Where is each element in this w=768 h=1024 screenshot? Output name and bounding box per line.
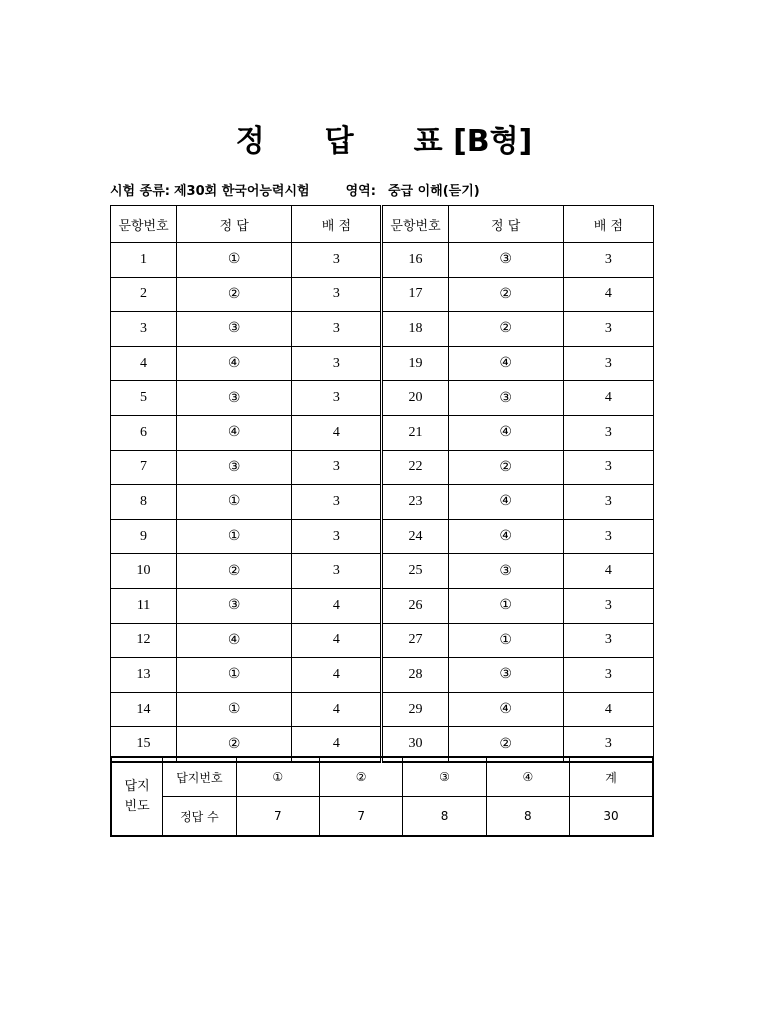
answer-cell: ① bbox=[448, 623, 563, 658]
question-number: 6 bbox=[111, 415, 177, 450]
freq-option-4: ④ bbox=[486, 757, 569, 797]
points-cell: 4 bbox=[292, 415, 382, 450]
answer-cell: ④ bbox=[177, 346, 292, 381]
answer-table bbox=[110, 205, 654, 763]
answer-cell: ② bbox=[448, 277, 563, 312]
points-cell: 4 bbox=[292, 588, 382, 623]
points-cell: 3 bbox=[563, 485, 653, 520]
title-word-3: 표 bbox=[413, 124, 443, 159]
points-cell: 3 bbox=[292, 243, 382, 278]
question-number: 23 bbox=[382, 485, 448, 520]
exam-type-value: 제30회 한국어능력시험 bbox=[173, 184, 310, 199]
question-number: 15 bbox=[111, 727, 177, 762]
question-number: 29 bbox=[382, 692, 448, 727]
points-cell: 4 bbox=[563, 381, 653, 416]
answer-row bbox=[111, 312, 654, 347]
points-cell: 3 bbox=[563, 243, 653, 278]
header-answer: 정 답 bbox=[177, 206, 292, 243]
answer-cell: ③ bbox=[177, 312, 292, 347]
answer-row bbox=[111, 554, 654, 589]
freq-row-options bbox=[111, 757, 653, 797]
answer-cell: ① bbox=[177, 485, 292, 520]
answer-cell: ④ bbox=[448, 485, 563, 520]
exam-info-line bbox=[110, 180, 670, 199]
title-word-2: 답 bbox=[324, 124, 354, 159]
question-number: 24 bbox=[382, 519, 448, 554]
answer-cell: ② bbox=[448, 312, 563, 347]
question-number: 20 bbox=[382, 381, 448, 416]
answer-cell: ② bbox=[448, 450, 563, 485]
points-cell: 4 bbox=[563, 277, 653, 312]
points-cell: 3 bbox=[563, 312, 653, 347]
points-cell: 4 bbox=[563, 554, 653, 589]
header-points: 배 점 bbox=[292, 206, 382, 243]
area-value: 중급 이해(듣기) bbox=[387, 184, 480, 199]
header-answer: 정 답 bbox=[448, 206, 563, 243]
answer-cell: ② bbox=[177, 554, 292, 589]
points-cell: 4 bbox=[292, 623, 382, 658]
points-cell: 3 bbox=[292, 346, 382, 381]
question-number: 21 bbox=[382, 415, 448, 450]
answer-cell: ③ bbox=[448, 554, 563, 589]
answer-row bbox=[111, 415, 654, 450]
points-cell: 3 bbox=[563, 623, 653, 658]
answer-cell: ② bbox=[448, 727, 563, 762]
question-number: 5 bbox=[111, 381, 177, 416]
points-cell: 4 bbox=[563, 692, 653, 727]
points-cell: 3 bbox=[292, 450, 382, 485]
header-question-number: 문항번호 bbox=[382, 206, 448, 243]
answer-cell: ① bbox=[177, 243, 292, 278]
answer-cell: ③ bbox=[177, 381, 292, 416]
points-cell: 3 bbox=[292, 485, 382, 520]
answer-row bbox=[111, 450, 654, 485]
freq-row-counts bbox=[111, 797, 653, 837]
question-number: 30 bbox=[382, 727, 448, 762]
points-cell: 3 bbox=[563, 415, 653, 450]
answer-frequency-table bbox=[110, 756, 654, 837]
title-form-type: [B형] bbox=[453, 124, 533, 159]
points-cell: 3 bbox=[563, 346, 653, 381]
header-question-number: 문항번호 bbox=[111, 206, 177, 243]
answer-row bbox=[111, 519, 654, 554]
answer-cell: ④ bbox=[448, 519, 563, 554]
answer-cell: ④ bbox=[448, 692, 563, 727]
freq-option-total: 계 bbox=[570, 757, 653, 797]
answer-cell: ④ bbox=[448, 415, 563, 450]
title-word-1: 정 bbox=[235, 124, 265, 159]
question-number: 4 bbox=[111, 346, 177, 381]
points-cell: 3 bbox=[292, 312, 382, 347]
freq-count-4: 8 bbox=[486, 797, 569, 837]
answer-row bbox=[111, 243, 654, 278]
freq-option-label: 답지번호 bbox=[163, 757, 236, 797]
question-number: 7 bbox=[111, 450, 177, 485]
freq-heading bbox=[111, 757, 163, 836]
question-number: 13 bbox=[111, 658, 177, 693]
header-points: 배 점 bbox=[563, 206, 653, 243]
question-number: 11 bbox=[111, 588, 177, 623]
answer-row bbox=[111, 381, 654, 416]
question-number: 1 bbox=[111, 243, 177, 278]
answer-cell: ④ bbox=[177, 415, 292, 450]
answer-cell: ① bbox=[448, 588, 563, 623]
answer-cell: ① bbox=[177, 658, 292, 693]
freq-count-total: 30 bbox=[570, 797, 653, 837]
answer-row bbox=[111, 692, 654, 727]
freq-option-1: ① bbox=[236, 757, 319, 797]
area-label: 영역: bbox=[345, 184, 376, 199]
answer-cell: ① bbox=[177, 692, 292, 727]
answer-cell: ② bbox=[177, 727, 292, 762]
freq-option-2: ② bbox=[319, 757, 402, 797]
points-cell: 4 bbox=[292, 658, 382, 693]
page-title bbox=[0, 116, 768, 160]
question-number: 22 bbox=[382, 450, 448, 485]
answer-row bbox=[111, 485, 654, 520]
answer-cell: ③ bbox=[448, 243, 563, 278]
question-number: 19 bbox=[382, 346, 448, 381]
question-number: 28 bbox=[382, 658, 448, 693]
points-cell: 3 bbox=[563, 658, 653, 693]
points-cell: 3 bbox=[563, 519, 653, 554]
question-number: 8 bbox=[111, 485, 177, 520]
points-cell: 3 bbox=[292, 381, 382, 416]
points-cell: 3 bbox=[292, 519, 382, 554]
answer-cell: ③ bbox=[177, 450, 292, 485]
question-number: 10 bbox=[111, 554, 177, 589]
question-number: 25 bbox=[382, 554, 448, 589]
points-cell: 3 bbox=[292, 554, 382, 589]
points-cell: 4 bbox=[292, 727, 382, 762]
answer-row bbox=[111, 588, 654, 623]
answer-cell: ④ bbox=[177, 623, 292, 658]
answer-cell: ④ bbox=[448, 346, 563, 381]
answer-row bbox=[111, 346, 654, 381]
freq-option-3: ③ bbox=[403, 757, 486, 797]
question-number: 3 bbox=[111, 312, 177, 347]
answer-cell: ① bbox=[177, 519, 292, 554]
question-number: 2 bbox=[111, 277, 177, 312]
answer-cell: ③ bbox=[448, 658, 563, 693]
answer-cell: ② bbox=[177, 277, 292, 312]
answer-cell: ③ bbox=[448, 381, 563, 416]
exam-type-label: 시험 종류: bbox=[110, 184, 170, 199]
question-number: 26 bbox=[382, 588, 448, 623]
answer-row bbox=[111, 658, 654, 693]
freq-count-1: 7 bbox=[236, 797, 319, 837]
question-number: 27 bbox=[382, 623, 448, 658]
question-number: 14 bbox=[111, 692, 177, 727]
freq-heading-line1: 답지 bbox=[124, 778, 150, 794]
question-number: 16 bbox=[382, 243, 448, 278]
question-number: 9 bbox=[111, 519, 177, 554]
answer-row bbox=[111, 623, 654, 658]
answer-table-header-row bbox=[111, 206, 654, 243]
freq-heading-line2: 빈도 bbox=[124, 798, 150, 814]
answer-cell: ③ bbox=[177, 588, 292, 623]
points-cell: 3 bbox=[563, 727, 653, 762]
freq-count-3: 8 bbox=[403, 797, 486, 837]
freq-count-2: 7 bbox=[319, 797, 402, 837]
question-number: 18 bbox=[382, 312, 448, 347]
answer-row bbox=[111, 277, 654, 312]
question-number: 17 bbox=[382, 277, 448, 312]
points-cell: 3 bbox=[292, 277, 382, 312]
points-cell: 3 bbox=[563, 588, 653, 623]
points-cell: 4 bbox=[292, 692, 382, 727]
points-cell: 3 bbox=[563, 450, 653, 485]
question-number: 12 bbox=[111, 623, 177, 658]
freq-count-label: 정답 수 bbox=[163, 797, 236, 837]
